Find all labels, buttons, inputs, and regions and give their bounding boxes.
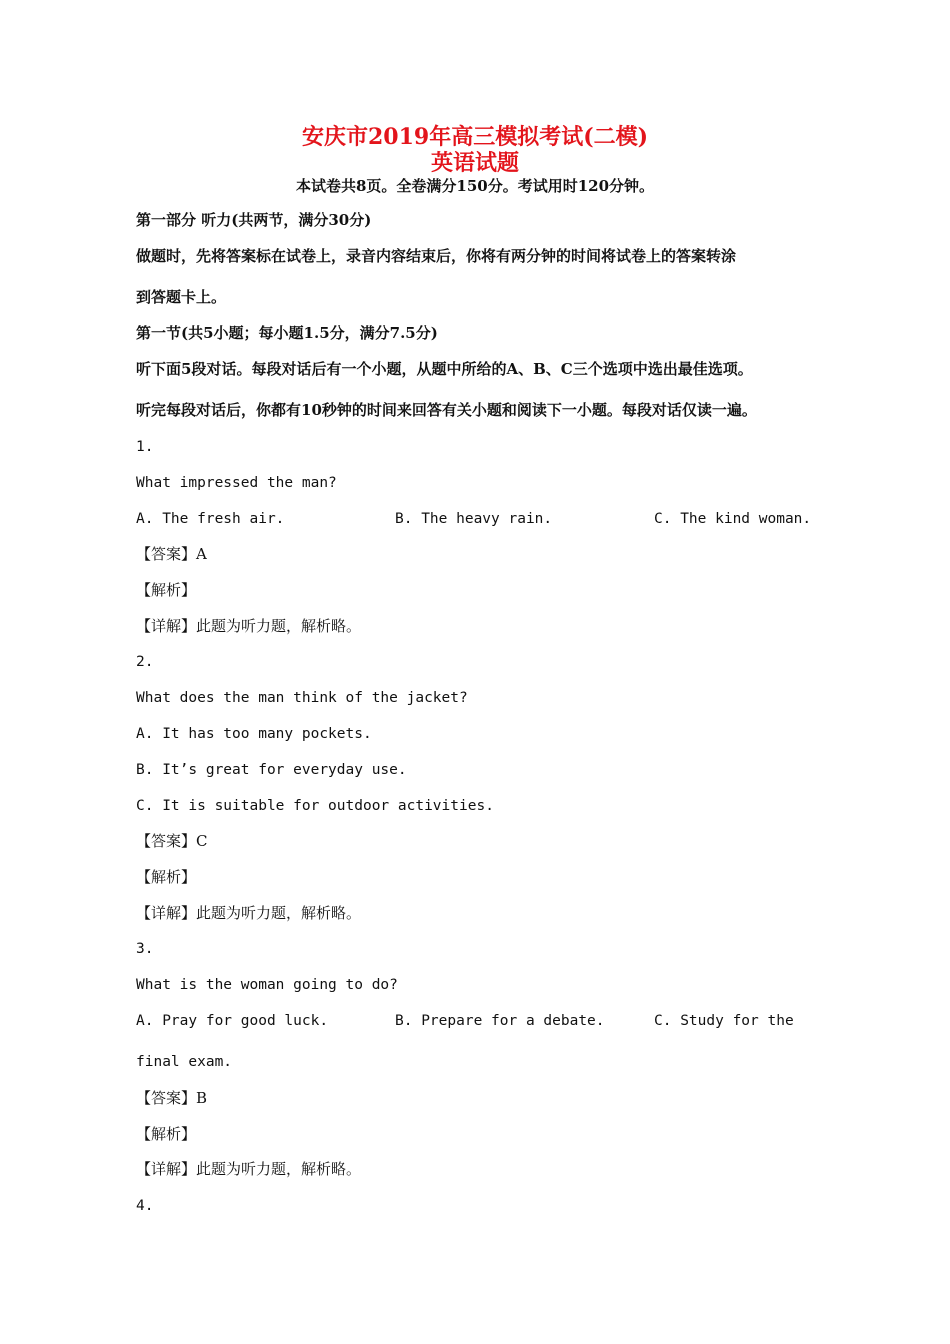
- q1-answer: 【答案】A: [136, 545, 207, 563]
- q3-analysis: 【解析】: [136, 1125, 197, 1143]
- instruction-line-1: 做题时，先将答案标在试卷上，录音内容结束后，你将有两分钟的时间将试卷上的答案转涂: [136, 247, 737, 265]
- section1-heading: 第一节(共5小题；每小题1.5分，满分7.5分): [136, 324, 438, 342]
- q3-option-a: A. Pray for good luck.: [136, 1013, 329, 1029]
- instruction-line-2: 到答题卡上。: [136, 288, 227, 306]
- question-number-3: 3.: [136, 941, 154, 957]
- q2-option-a: A. It has too many pockets.: [136, 726, 372, 742]
- part1-heading: 第一部分 听力(共两节，满分30分): [136, 211, 372, 229]
- section1-line-2: 听完每段对话后，你都有10秒钟的时间来回答有关小题和阅读下一小题。每段对话仅读一遍。: [136, 401, 757, 419]
- question-text-3: What is the woman going to do?: [136, 977, 398, 993]
- section1-line-1: 听下面5段对话。每段对话后有一个小题，从题中所给的A、B、C三个选项中选出最佳选项。: [136, 360, 753, 378]
- q2-answer: 【答案】C: [136, 832, 208, 850]
- q1-option-b: B. The heavy rain.: [395, 511, 553, 527]
- q1-analysis: 【解析】: [136, 581, 197, 599]
- q3-option-c-continuation: final exam.: [136, 1054, 233, 1070]
- q1-detail: 【详解】此题为听力题，解析略。: [136, 617, 362, 635]
- question-number-2: 2.: [136, 654, 154, 670]
- q3-option-c: C. Study for the: [654, 1013, 794, 1029]
- question-text-1: What impressed the man?: [136, 475, 337, 491]
- q1-option-a: A. The fresh air.: [136, 511, 285, 527]
- q2-option-c: C. It is suitable for outdoor activities.: [136, 798, 494, 814]
- q2-detail: 【详解】此题为听力题，解析略。: [136, 904, 362, 922]
- q1-option-c: C. The kind woman.: [654, 511, 812, 527]
- question-number-4: 4.: [136, 1198, 154, 1214]
- question-number-1: 1.: [136, 439, 154, 455]
- question-text-2: What does the man think of the jacket?: [136, 690, 468, 706]
- q2-analysis: 【解析】: [136, 868, 197, 886]
- q3-option-b: B. Prepare for a debate.: [395, 1013, 605, 1029]
- exam-subject-title: 英语试题: [430, 150, 519, 176]
- q3-answer: 【答案】B: [136, 1089, 208, 1107]
- q3-detail: 【详解】此题为听力题，解析略。: [136, 1160, 362, 1178]
- exam-title: 安庆市2019年高三模拟考试(二模): [301, 124, 649, 150]
- q2-option-b: B. It’s great for everyday use.: [136, 762, 407, 778]
- exam-info: 本试卷共8页。全卷满分150分。考试用时120分钟。: [295, 177, 655, 195]
